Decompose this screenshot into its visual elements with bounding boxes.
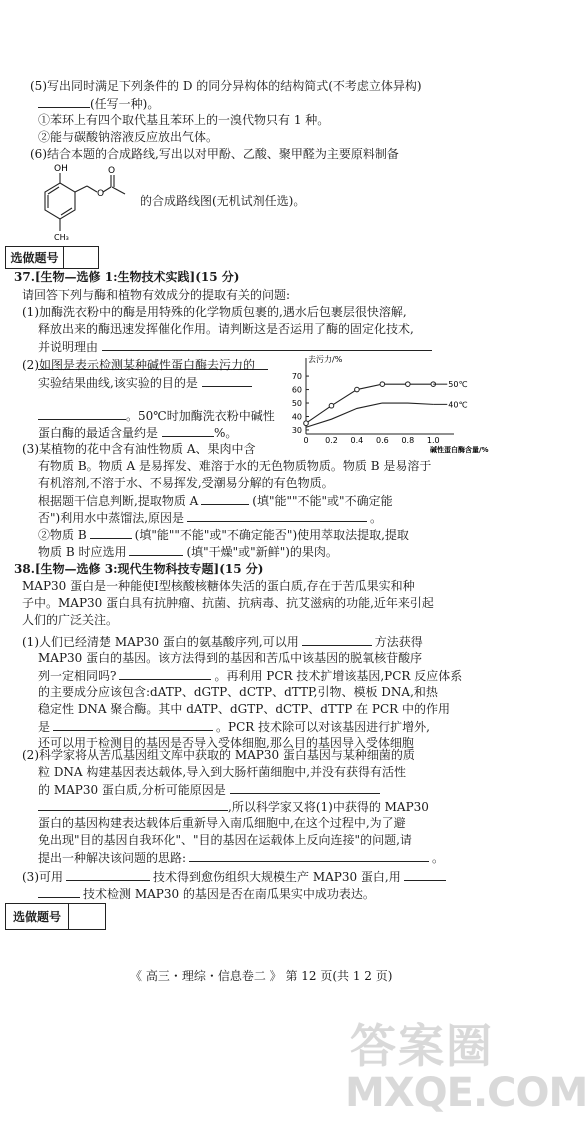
q38-p1-line1: (1)人们已经清楚 MAP30 蛋白的氨基酸序列,可以用 方法获得 bbox=[22, 635, 423, 649]
q37-p2-line1: (2)如图是表示检测某种碱性蛋白酶去污力的 bbox=[22, 358, 255, 372]
q38-intro-line1: MAP30 蛋白是一种能使Ⅰ型核酸核糖体失活的蛋白质,存在于苦瓜果实和种 bbox=[22, 579, 415, 593]
q38-p2-line3: 的 MAP30 蛋白质,分析可能原因是 bbox=[38, 782, 380, 798]
x-axis-label: 碱性蛋白酶含量/% bbox=[430, 446, 489, 454]
q37-p2-blank3[interactable] bbox=[162, 425, 214, 437]
q37-p1-line1: (1)加酶洗衣粉中的酶是用特殊的化学物质包裹的,遇水后包裹层很快溶解, bbox=[22, 305, 407, 319]
y-tick-label: 70 bbox=[291, 372, 302, 382]
q37-p3-line2: 有物质 B。物质 A 是易挥发、难溶于水的无色物质物质。物质 B 是易溶于 bbox=[38, 459, 432, 473]
oh-label: OH bbox=[54, 164, 68, 174]
q6-line1: (6)结合本题的合成路线,写出以对甲酚、乙酸、聚甲醛为主要原料制备 bbox=[30, 147, 399, 161]
q37-p2-line3: 。50℃时加酶洗衣粉中碱性 bbox=[38, 408, 275, 424]
q37-p3-line4: 根据题干信息判断,提取物质 A (填"能""不能"或"不确定能 bbox=[38, 494, 393, 508]
series-line-1 bbox=[306, 403, 433, 427]
q37-p1-line2: 释放出来的酶迅速发挥催化作用。请判断这是否运用了酶的固定化技术, bbox=[38, 322, 414, 336]
x-tick-label: 0 bbox=[303, 436, 309, 445]
q38-p2-blank2[interactable] bbox=[38, 799, 228, 811]
q38-p1-line4: 的主要成分应该包含:dATP、dGTP、dCTP、dTTP,引物、模板 DNA,和热 bbox=[38, 685, 438, 699]
y-tick-label: 30 bbox=[291, 425, 302, 435]
series-label: 40℃ bbox=[448, 400, 468, 410]
q38-p3-blank2[interactable] bbox=[404, 869, 446, 881]
y-tick-label: 50 bbox=[291, 399, 302, 409]
q37-p3-line5: 否")利用水中蒸馏法,原因是 。 bbox=[38, 511, 383, 525]
q38-p1-line3: 列一定相同吗? 。再利用 PCR 技术扩增该基因,PCR 反应体系 bbox=[38, 669, 463, 683]
detergency-chart bbox=[282, 348, 522, 458]
x-tick-label: 0.2 bbox=[325, 436, 338, 445]
select-question-box-2[interactable] bbox=[5, 903, 106, 930]
q38-p2-line1: (2)科学家将从苦瓜基因组文库中获取的 MAP30 蛋白基因与某种细菌的质 bbox=[22, 748, 415, 762]
q38-p2-blank3[interactable] bbox=[189, 850, 429, 862]
q38-p3-line2: 技术检测 MAP30 的基因是否在南瓜果实中成功表达。 bbox=[38, 886, 375, 902]
q38-title: 38.[生物—选修 3:现代生物科技专题](15 分) bbox=[14, 562, 264, 576]
x-tick-label: 0.6 bbox=[375, 436, 389, 445]
q37-p3-line1: (3)某植物的花中含有油性物质 A、果肉中含 bbox=[22, 442, 256, 456]
data-point bbox=[380, 382, 385, 387]
q37-p3-blank2[interactable] bbox=[187, 510, 367, 522]
q38-p3-line1: (3)可用 技术得到愈伤组织大规模生产 MAP30 蛋白,用 bbox=[22, 869, 446, 885]
watermark-logo: 答案圈 bbox=[350, 1019, 494, 1073]
q37-p2-blank1[interactable] bbox=[202, 375, 252, 387]
carbonyl-o-label: O bbox=[108, 166, 116, 176]
q5-condition2: ②能与碳酸钠溶液反应放出气体。 bbox=[38, 130, 219, 144]
q6-line2: 的合成路线图(无机试剂任选)。 bbox=[140, 194, 306, 208]
q38-p1-blank3[interactable] bbox=[53, 719, 213, 731]
q38-p1-blank2[interactable] bbox=[119, 668, 211, 680]
q37-p3-blank3[interactable] bbox=[90, 527, 132, 539]
data-point bbox=[406, 382, 411, 387]
q38-p3-blank1[interactable] bbox=[66, 869, 150, 881]
q38-p1-line2: MAP30 蛋白的基因。该方法得到的基因和苦瓜中该基因的脱氧核苷酸序 bbox=[38, 651, 423, 665]
q38-p2-line5: 蛋白的基因构建表达载体后重新导入南瓜细胞中,在这个过程中,为了避 bbox=[38, 816, 406, 830]
q37-title: 37.[生物—选修 1:生物技术实践](15 分) bbox=[14, 270, 240, 284]
q38-p1-line7: 还可以用于检测目的基因是否导入受体细胞,那么目的基因导入受体细胞 bbox=[38, 736, 414, 750]
q5-condition1: ①苯环上有四个取代基且苯环上的一溴代物只有 1 种。 bbox=[38, 113, 330, 127]
q5-line2: (任写一种)。 bbox=[38, 96, 159, 112]
q37-intro: 请回答下列与酶和植物有效成分的提取有关的问题: bbox=[22, 288, 291, 302]
q38-p1-line5: 稳定性 DNA 聚合酶。其中 dATP、dGTP、dCTP、dTTP 在 PCR 中的作用 bbox=[38, 702, 451, 716]
series-label: 50℃ bbox=[448, 380, 468, 390]
select-question-label-2: 选做题号 bbox=[6, 904, 69, 929]
q38-intro-line3: 人们的广泛关注。 bbox=[22, 613, 119, 627]
ester-o-label: O bbox=[97, 189, 105, 199]
q38-p2-line2: 粒 DNA 构建基因表达载体,导入到大肠杆菌细胞中,并没有获得有活性 bbox=[38, 765, 407, 779]
watermark-url: MXQE.COM bbox=[345, 1070, 587, 1116]
data-point bbox=[304, 421, 309, 426]
y-tick-label: 40 bbox=[291, 412, 302, 422]
data-point bbox=[355, 387, 360, 392]
y-axis-label: 去污力/% bbox=[308, 355, 343, 364]
q38-p2-line6: 免出现"目的基因自我环化"、"目的基因在运载体上反向连接"的问题,请 bbox=[38, 833, 412, 847]
q37-p2-line2: 实验结果曲线,该实验的目的是 bbox=[38, 375, 252, 391]
x-tick-label: 1.0 bbox=[426, 436, 440, 445]
q37-p3-blank1[interactable] bbox=[201, 493, 249, 505]
q38-p1-line6: 是 。PCR 技术除可以对该基因进行扩增外, bbox=[38, 720, 430, 734]
ch3-label: CH₃ bbox=[54, 233, 69, 242]
y-tick-label: 60 bbox=[291, 385, 302, 395]
x-tick-label: 0.4 bbox=[350, 436, 364, 445]
q37-p3-line7: 物质 B 时应选用 (填"干燥"或"新鲜")的果肉。 bbox=[38, 545, 338, 559]
q38-p1-blank1[interactable] bbox=[302, 634, 372, 646]
q38-p2-line7: 提出一种解决该问题的思路: 。 bbox=[38, 851, 445, 865]
chemical-structure bbox=[35, 161, 145, 243]
q37-p2-line4: 蛋白酶的最适含量约是 %。 bbox=[38, 426, 238, 440]
q37-p3-blank4[interactable] bbox=[129, 544, 183, 556]
select-question-box[interactable] bbox=[5, 246, 99, 269]
data-point bbox=[329, 403, 334, 408]
q38-p2-blank1[interactable] bbox=[230, 782, 380, 794]
q5-answer-blank[interactable] bbox=[38, 96, 90, 108]
q38-intro-line2: 子中。MAP30 蛋白具有抗肿瘤、抗菌、抗病毒、抗艾滋病的功能,近年来引起 bbox=[22, 596, 434, 610]
page-footer: 《 高三・理综・信息卷二 》 第 12 页(共 1 2 页) bbox=[130, 969, 393, 983]
q37-p1-line3: 并说明理由 bbox=[38, 339, 432, 355]
q37-p3-line6: ②物质 B (填"能""不能"或"不确定能否")使用萃取法提取,提取 bbox=[38, 528, 409, 542]
q37-p2-blank2[interactable] bbox=[38, 408, 126, 420]
q38-p2-line4: ,所以科学家又将(1)中获得的 MAP30 bbox=[38, 799, 429, 815]
q38-p3-blank3[interactable] bbox=[38, 886, 80, 898]
select-question-label: 选做题号 bbox=[6, 247, 64, 268]
q5-line1: (5)写出同时满足下列条件的 D 的同分异构体的结构简式(不考虑立体异构) bbox=[30, 79, 422, 93]
q37-p3-line3: 有机溶剂,不溶于水、不易挥发,受潮易分解的有色物质。 bbox=[38, 476, 334, 490]
x-tick-label: 0.8 bbox=[401, 436, 415, 445]
